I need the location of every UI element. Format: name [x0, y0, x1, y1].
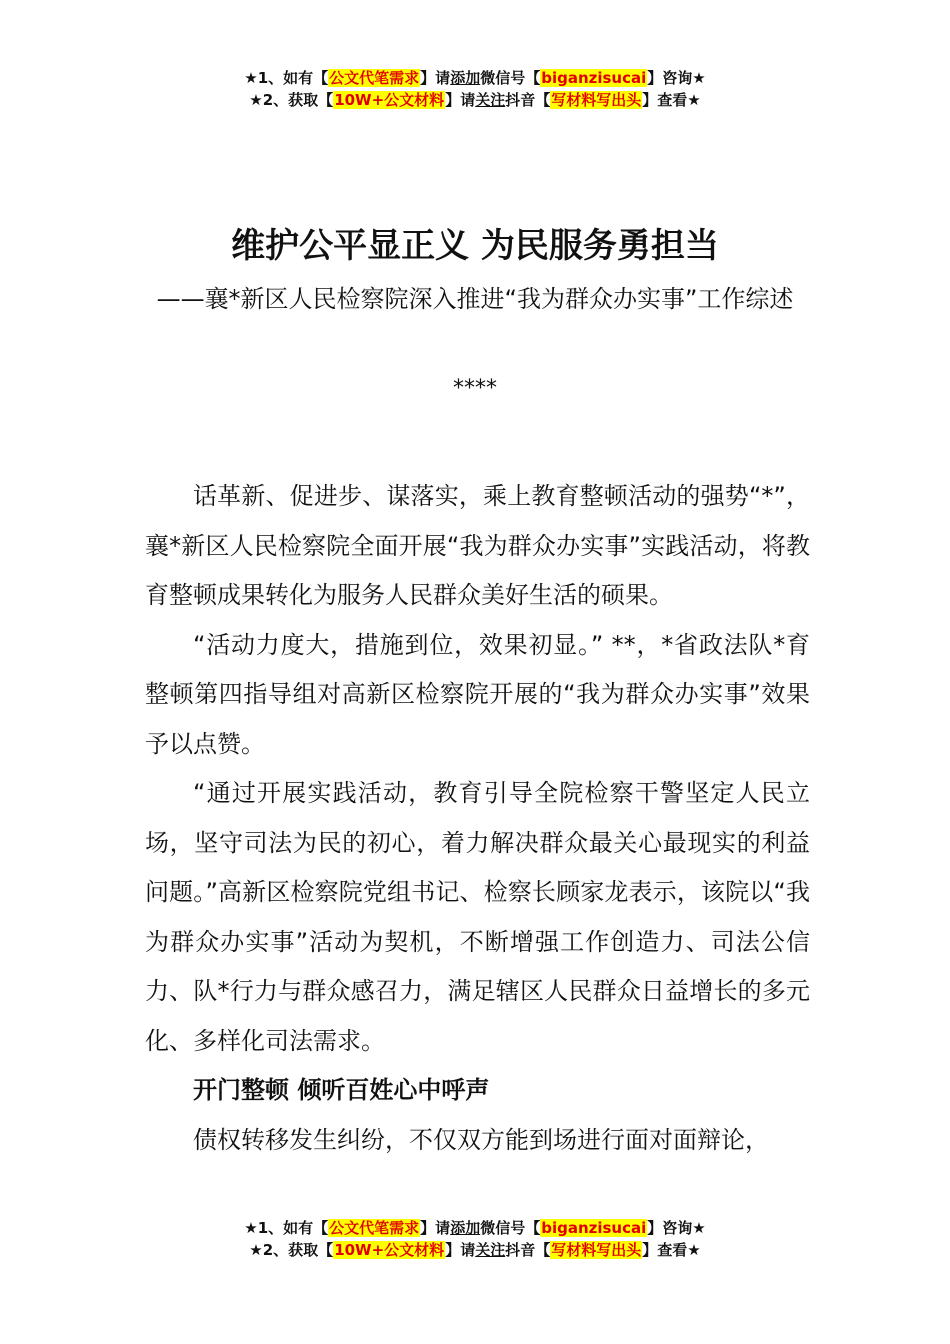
banner-text: 抖音【	[505, 91, 551, 109]
banner-text: 微信号【	[480, 1219, 541, 1237]
banner-text: 】咨询★	[647, 69, 706, 87]
banner-emphasis: 关注	[475, 1241, 506, 1259]
banner-emphasis: 添加	[450, 1219, 481, 1237]
banner-text: 】查看★	[642, 91, 701, 109]
banner-text: 】请	[445, 91, 476, 109]
banner-text: ★1、如有【	[244, 1219, 329, 1237]
banner-highlight: 公文代笔需求	[329, 69, 420, 87]
banner-highlight: 公文代笔需求	[329, 1219, 420, 1237]
banner-highlight: biganzisucai	[541, 1219, 647, 1237]
banner-text: 微信号【	[480, 69, 541, 87]
banner-text: ★2、获取【	[249, 1241, 334, 1259]
banner-emphasis: 关注	[475, 91, 506, 109]
document-body	[145, 472, 810, 1165]
body-paragraph: “通过开展实践活动，教育引导全院检察干警坚定人民立场，坚守司法为民的初心，着力解决群众最关心最现实的利益问题。”高新区检察院党组书记、检察长顾家龙表示，该院以“我为群众办实事”活动为契机，不断增强工作创造力、司法公信力、队*行力与群众感召力，满足辖区人民群众日益增长的多元化、多样化司法需求。	[145, 779, 810, 1055]
document-subtitle: ——襄*新区人民检察院深入推进“我为群众办实事”工作综述	[156, 285, 794, 313]
document-author: ****	[453, 376, 497, 401]
banner-emphasis: 添加	[450, 69, 481, 87]
banner-highlight: 10W+公文材料	[334, 91, 445, 109]
banner-line-2	[0, 89, 950, 111]
banner-line-1	[0, 67, 950, 89]
banner-highlight: 写材料写出头	[551, 1241, 642, 1259]
banner-text: 】请	[445, 1241, 476, 1259]
banner-line-1	[0, 1217, 950, 1239]
document-title: 维护公平显正义 为民服务勇担当	[231, 226, 719, 266]
banner-text: ★1、如有【	[244, 69, 329, 87]
section-heading: 开门整顿 倾听百姓心中呼声	[193, 1076, 490, 1104]
body-paragraph: 债权转移发生纠纷，不仅双方能到场进行面对面辩论，	[193, 1125, 769, 1154]
footer-banner	[0, 1217, 950, 1261]
banner-highlight: 10W+公文材料	[334, 1241, 445, 1259]
banner-highlight: 写材料写出头	[551, 91, 642, 109]
banner-text: 抖音【	[505, 1241, 551, 1259]
body-paragraph: “活动力度大，措施到位，效果初显。” **，*省政法队*育整顿第四指导组对高新区检察院开展的“我为群众办实事”效果予以点赞。	[145, 630, 810, 758]
banner-text: 】查看★	[642, 1241, 701, 1259]
banner-highlight: biganzisucai	[541, 69, 647, 87]
banner-text: ★2、获取【	[249, 91, 334, 109]
banner-line-2	[0, 1239, 950, 1261]
banner-text: 】请	[420, 1219, 451, 1237]
header-banner	[0, 67, 950, 111]
body-paragraph: 话革新、促进步、谋落实，乘上教育整顿活动的强势“*”，襄*新区人民检察院全面开展“我为群众办实事”实践活动，将教育整顿成果转化为服务人民群众美好生活的硕果。	[145, 482, 810, 609]
banner-text: 】请	[420, 69, 451, 87]
banner-text: 】咨询★	[647, 1219, 706, 1237]
